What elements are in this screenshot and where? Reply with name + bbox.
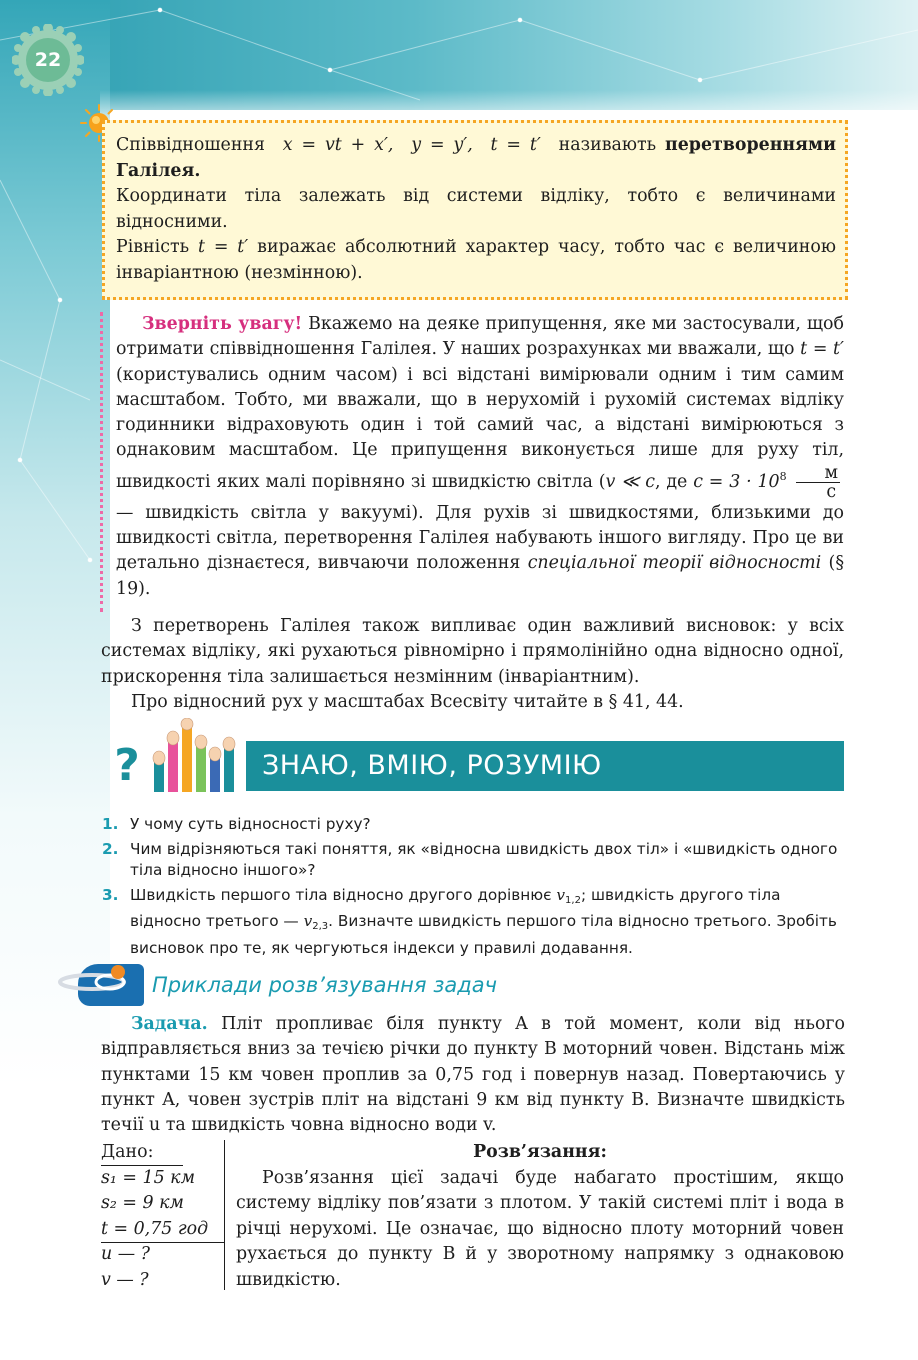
definition-text [116,133,836,286]
question-number: 1. [102,815,119,833]
relativity-term: спеціальної теорії відносності [527,553,822,574]
banner-title: ЗНАЮ, ВМІЮ, РОЗУМІЮ [262,750,602,781]
velocity-subscript: 2,3 [312,921,329,932]
unknown-u: u — ? [101,1244,150,1264]
given-separator [101,1242,224,1243]
speed-of-light-formula: c = 3 · 10 [693,471,780,492]
unknown-v: v — ? [101,1269,149,1290]
question-text-c: . Визначте швидкість першого тіла відносно третього. Зробіть висновок про те, як чергуються індекси у правилі додавання. [130,912,837,957]
note-title: Зверніть увагу! [142,314,303,334]
body-text [101,614,844,715]
question-mark-icon: ? [114,740,140,791]
solution-block [236,1140,844,1293]
solution-text: Розв’язання цієї задачі буде набагато простішим, якщо систему відліку пов’язати з плотом. У такій системі пліт і вода в річці нерухомі. Це означає, що відносно плоту моторний човен рухається до пункту B й у зворотному напрямку з однаковою швидкістю. [236,1167,844,1290]
given-block [101,1140,223,1293]
body-paragraph-2: Про відносний рух у масштабах Всесвіту читайте в § 41, 44. [131,691,684,712]
problem-statement [101,1012,845,1138]
speed-exponent: 8 [779,469,787,483]
note-text-a: Вкажемо на деяке припущення, яке ми застосували, щоб отримати співвідношення Галілея. У наших розрахунках ми вважали, що [116,314,844,360]
body-paragraph-1: З перетворень Галілея також випливає один важливий висновок: у всіх системах відліку, які рухаються рівномірно і прямолінійно одна відносно одної, прискорення тіла залишається незмінним (інваріантним). [101,616,844,687]
note-margin-rule [100,312,103,612]
definition-lead: Співвідношення [116,135,265,155]
orbit-icon [58,960,144,1006]
velocity-symbol: v [556,885,566,904]
question-text-a: Швидкість першого тіла відносно другого дорівнює [130,885,552,904]
raised-hands-icon [150,718,246,794]
note-text-c: , де [654,471,688,492]
solution-label: Розв’язання: [473,1142,607,1162]
note-text-d: — швидкість світла у вакуумі). Для рухів зі швидкостями, близькими до швидкості світла, перетворення Галілея набувають іншого вигляду. Про це ви детально дізнаєтеся, вивчаючи положення [116,502,844,574]
given-s2: s₂ = 9 км [101,1193,184,1213]
note-text-e: (§ 19). [116,553,845,599]
question-text-b: ; швидкість другого тіла відносно третього — [130,885,781,930]
note-formula-b: v ≪ c [605,471,655,492]
examples-title: Приклади розв’язування задач [152,973,498,997]
page-number: 22 [34,49,62,71]
list-item [102,839,847,882]
definition-sentence-3-lead: Рівність [116,237,190,257]
given-s1: s₁ = 15 км [101,1167,195,1188]
question-text: У чому суть відносності руху? [130,815,371,833]
questions-list [102,814,847,962]
velocity-symbol: v [303,912,313,930]
given-divider [224,1140,225,1290]
attention-note [116,312,844,602]
velocity-subscript: 1,2 [565,894,581,906]
given-t: t = 0,75 год [101,1218,209,1239]
definition-term: перетвореннями Галілея. [116,135,837,181]
time-equality-formula: t = t′ [197,237,249,257]
definition-sentence-2: Координати тіла залежать від системи відліку, тобто є величинами відносними. [116,186,836,232]
problem-label: Задача. [131,1014,208,1034]
note-text-b: (користувались одним часом) і всі відстані вимірювали одним і тим самим масштабом. Тобто, ми вважали, що в нерухомій і рухомій системах відліку годинники відраховують один і той самий час, а відстані вимірюються з однаковим масштабом. Це припущення виконується лише для руху тіл, швидкості яких малі порівняно зі швидкістю світла ( [116,364,844,492]
question-number: 2. [102,839,119,858]
list-item [102,885,847,960]
question-number: 3. [102,885,119,904]
galilean-formula: x = vt + x′, y = y′, t = t′ [282,135,541,155]
question-text: Чим відрізняються такі поняття, як «відносна швидкість двох тіл» і «швидкість одного тіла відносно іншого»? [130,839,838,879]
list-item [102,814,847,836]
definition-sentence-3-rest: виражає абсолютний характер часу, тобто час є величиною інваріантною (незмінною). [116,237,837,283]
unit-denominator: с [826,481,837,502]
unit-fraction [796,464,840,501]
given-label: Дано: [101,1142,154,1162]
unit-numerator: м [796,464,840,483]
definition-verb: називають [558,135,657,155]
note-formula-a: t = t′ [800,339,844,360]
problem-text: Пліт пропливає біля пункту A в той момент, коли від нього відправляється вниз за течією річки до пункту B моторний човен. Відстань між пунктами 15 км човен проплив за 0,75 год і повернув назад. Повертаючись у пункт A, човен зустрів пліт на відстані 9 км від пункту B. Визначте швидкість течії u та швидкість човна відносно води v. [101,1014,846,1136]
given-label-underline [101,1165,183,1166]
